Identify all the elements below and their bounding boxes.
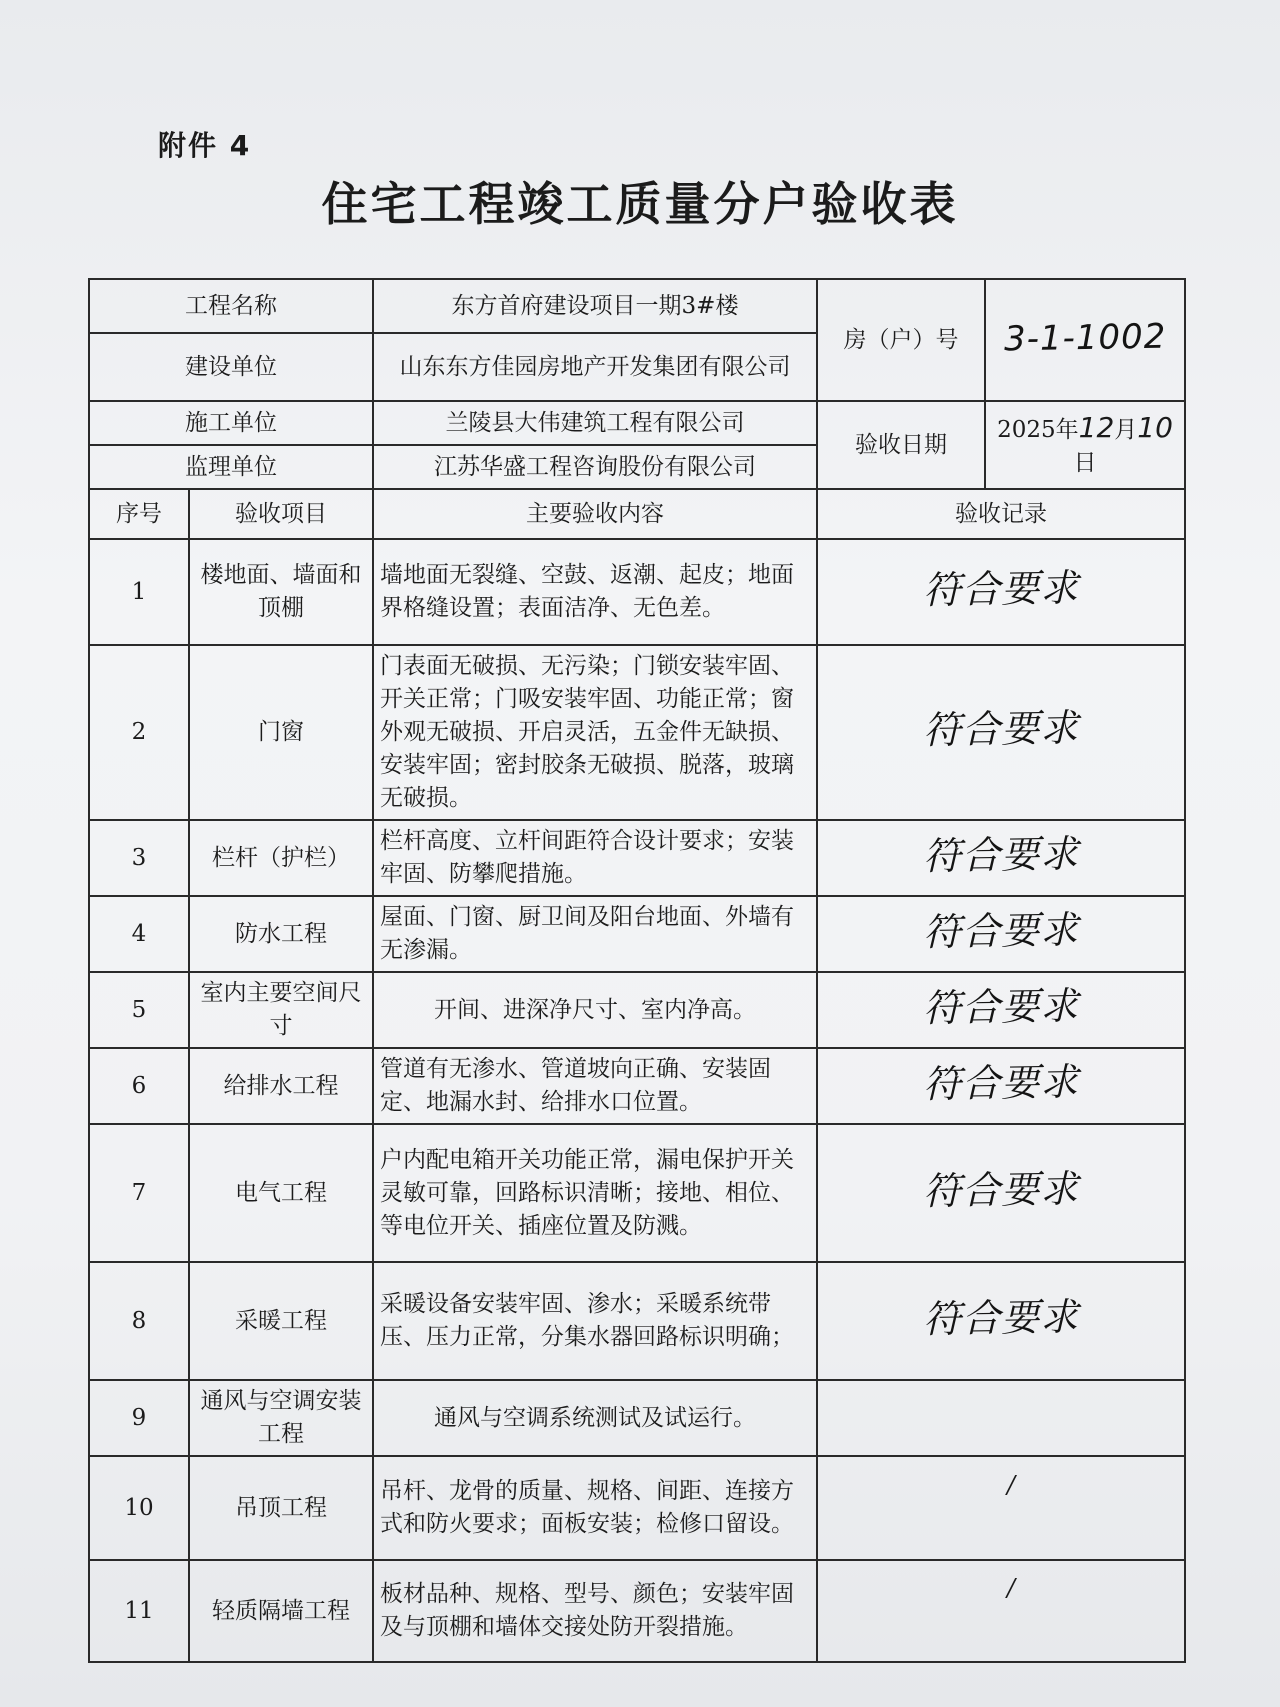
row-item: 栏杆（护栏）	[189, 820, 373, 896]
record-handwritten: 符合要求	[922, 705, 1080, 753]
attachment-label: 附件 4	[158, 129, 252, 162]
developer-value: 山东东方佳园房地产开发集团有限公司	[373, 333, 817, 401]
page-title: 住宅工程竣工质量分户验收表	[321, 177, 959, 231]
date-month-suffix: 月	[1114, 416, 1138, 443]
row-number: 7	[89, 1124, 189, 1262]
table-row	[89, 972, 1185, 1048]
row-number: 11	[89, 1560, 189, 1662]
row-record	[817, 972, 1185, 1048]
row-number: 5	[89, 972, 189, 1048]
record-handwritten: 符合要求	[922, 565, 1080, 612]
date-day: 10	[1137, 410, 1173, 444]
row-content: 管道有无渗水、管道坡向正确、安装固定、地漏水封、给排水口位置。	[373, 1048, 817, 1124]
row-number: 4	[89, 896, 189, 972]
supervisor-value: 江苏华盛工程咨询股份有限公司	[373, 445, 817, 489]
record-handwritten: 符合要求	[922, 1166, 1080, 1213]
row-record	[817, 539, 1185, 645]
table-row	[89, 1262, 1185, 1380]
record-slash: /	[1006, 1574, 1016, 1602]
row-content: 屋面、门窗、厨卫间及阳台地面、外墙有无渗漏。	[373, 896, 817, 972]
row-number: 6	[89, 1048, 189, 1124]
table-row	[89, 1048, 1185, 1124]
row-number: 9	[89, 1380, 189, 1456]
table-row	[89, 1380, 1185, 1456]
row-content: 门表面无破损、无污染；门锁安装牢固、开关正常；门吸安装牢固、功能正常；窗外观无破损、开启灵活，五金件无缺损、 安装牢固；密封胶条无破损、脱落，玻璃无破损。	[373, 645, 817, 820]
date-year: 2025年	[997, 416, 1079, 443]
row-item: 门窗	[189, 645, 373, 820]
row-record	[817, 1048, 1185, 1124]
column-header-item: 验收项目	[189, 489, 373, 539]
date-value	[985, 401, 1185, 489]
row-content: 墙地面无裂缝、空鼓、返潮、起皮；地面界格缝设置；表面洁净、无色差。	[373, 539, 817, 645]
supervisor-label: 监理单位	[89, 445, 373, 489]
row-content: 户内配电箱开关功能正常，漏电保护开关灵敏可靠，回路标识清晰；接地、相位、等电位开关、插座位置及防溅。	[373, 1124, 817, 1262]
row-item: 轻质隔墙工程	[189, 1560, 373, 1662]
row-item: 吊顶工程	[189, 1456, 373, 1560]
project-name-label: 工程名称	[89, 279, 373, 333]
row-content: 栏杆高度、立杆间距符合设计要求；安装牢固、防攀爬措施。	[373, 820, 817, 896]
date-month: 12	[1078, 410, 1115, 444]
column-header-no: 序号	[89, 489, 189, 539]
record-handwritten: 符合要求	[922, 907, 1080, 954]
acceptance-table	[88, 278, 1186, 1663]
row-number: 10	[89, 1456, 189, 1560]
developer-label: 建设单位	[89, 333, 373, 401]
table-row	[89, 1560, 1185, 1662]
row-item: 给排水工程	[189, 1048, 373, 1124]
row-item: 楼地面、墙面和顶棚	[189, 539, 373, 645]
table-row	[89, 896, 1185, 972]
row-content: 板材品种、规格、型号、颜色；安装牢固及与顶棚和墙体交接处防开裂措施。	[373, 1560, 817, 1662]
record-slash: /	[1006, 1471, 1016, 1499]
table-row	[89, 539, 1185, 645]
row-record	[817, 645, 1185, 820]
row-content: 通风与空调系统测试及试运行。	[373, 1380, 817, 1456]
row-number: 3	[89, 820, 189, 896]
row-content: 开间、进深净尺寸、室内净高。	[373, 972, 817, 1048]
table-row	[89, 820, 1185, 896]
record-handwritten: 符合要求	[922, 1294, 1080, 1341]
row-number: 1	[89, 539, 189, 645]
row-item: 采暖工程	[189, 1262, 373, 1380]
row-item: 电气工程	[189, 1124, 373, 1262]
contractor-label: 施工单位	[89, 401, 373, 445]
column-header-record: 验收记录	[817, 489, 1185, 539]
row-record	[817, 896, 1185, 972]
table-row	[89, 1456, 1185, 1560]
row-item: 通风与空调安装工程	[189, 1380, 373, 1456]
row-record	[817, 820, 1185, 896]
row-number: 2	[89, 645, 189, 820]
row-number: 8	[89, 1262, 189, 1380]
row-content: 吊杆、龙骨的质量、规格、间距、连接方式和防火要求；面板安装；检修口留设。	[373, 1456, 817, 1560]
unit-number-handwritten: 3-1-1002	[1003, 316, 1167, 359]
record-handwritten: 符合要求	[922, 1059, 1080, 1106]
row-content: 采暖设备安装牢固、渗水；采暖系统带压、压力正常，分集水器回路标识明确；	[373, 1262, 817, 1380]
row-record	[817, 1380, 1185, 1456]
unit-number-value	[985, 279, 1185, 401]
project-name-value: 东方首府建设项目一期3#楼	[373, 279, 817, 333]
row-item: 防水工程	[189, 896, 373, 972]
unit-number-label: 房（户）号	[817, 279, 985, 401]
row-record	[817, 1456, 1185, 1560]
row-item: 室内主要空间尺寸	[189, 972, 373, 1048]
record-handwritten: 符合要求	[922, 831, 1080, 878]
row-record	[817, 1560, 1185, 1662]
contractor-value: 兰陵县大伟建筑工程有限公司	[373, 401, 817, 445]
row-record	[817, 1262, 1185, 1380]
table-row	[89, 645, 1185, 820]
table-row	[89, 1124, 1185, 1262]
date-label: 验收日期	[817, 401, 985, 489]
row-record	[817, 1124, 1185, 1262]
record-handwritten: 符合要求	[922, 983, 1080, 1030]
date-day-suffix: 日	[1073, 449, 1097, 476]
column-header-content: 主要验收内容	[373, 489, 817, 539]
